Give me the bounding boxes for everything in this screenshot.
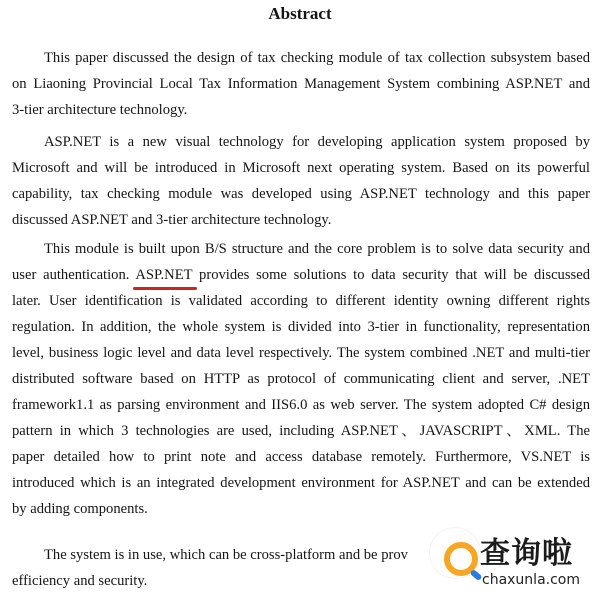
text-line: user authentication. ASP.NET provides some solutions to data security that will be discussed [12, 267, 590, 283]
watermark-site: chaxunla.com [482, 572, 580, 588]
text-line: efficiency and security. [12, 573, 148, 589]
text-line: Microsoft and will be introduced in Microsoft next operating system. Based on its powerful [12, 160, 590, 176]
text-line: on Liaoning Provincial Local Tax Information Management System combining ASP.NET and [12, 76, 590, 92]
text-line: introduced which is an integrated development environment for ASP.NET and can be extended [12, 475, 590, 491]
magnifier-q-icon [444, 542, 478, 576]
paragraph-1 [12, 45, 590, 123]
abstract-title: Abstract [268, 4, 332, 23]
text-line: This module is built upon B/S structure and the core problem is to solve data security and [44, 241, 590, 257]
text-line: framework1.1 as parsing environment and IIS6.0 as web server. The system adopted C# design [12, 397, 590, 413]
text-line: level, business logic level and data level respectively. The system combined .NET and multi-tier [12, 345, 590, 361]
text-line: regulation. In addition, the whole system is divided into 3-tier in functionality, representation [12, 319, 590, 335]
paragraph-2 [12, 129, 590, 233]
logo-circle [430, 528, 480, 578]
text-line: discussed ASP.NET and 3-tier architecture technology. [12, 212, 332, 228]
text-line: later. User identification is validated according to different identity owning different rights [12, 293, 590, 309]
text-line: capability, tax checking module was developed using ASP.NET technology and this paper [12, 186, 590, 202]
text-line: 3-tier architecture technology. [12, 102, 188, 118]
text-line: ASP.NET is a new visual technology for developing application system proposed by [44, 134, 590, 150]
text-line: This paper discussed the design of tax checking module of tax collection subsystem based [44, 50, 590, 66]
text-line: pattern in which 3 technologies are used, including ASP.NET、JAVASCRIPT、XML. The [12, 423, 590, 439]
text-line: by adding components. [12, 501, 148, 517]
text-line: paper detailed how to print note and access database remotely. Furthermore, VS.NET is [12, 449, 590, 465]
annotation-underline [133, 287, 197, 290]
watermark-brand: 查询啦 [480, 536, 573, 571]
site-watermark [424, 520, 600, 609]
text-line: The system is in use, which can be cross-platform and be prov [44, 547, 408, 563]
text-line: distributed software based on HTTP as protocol of communicating client and server, .NET [12, 371, 590, 387]
paragraph-3 [12, 236, 590, 522]
